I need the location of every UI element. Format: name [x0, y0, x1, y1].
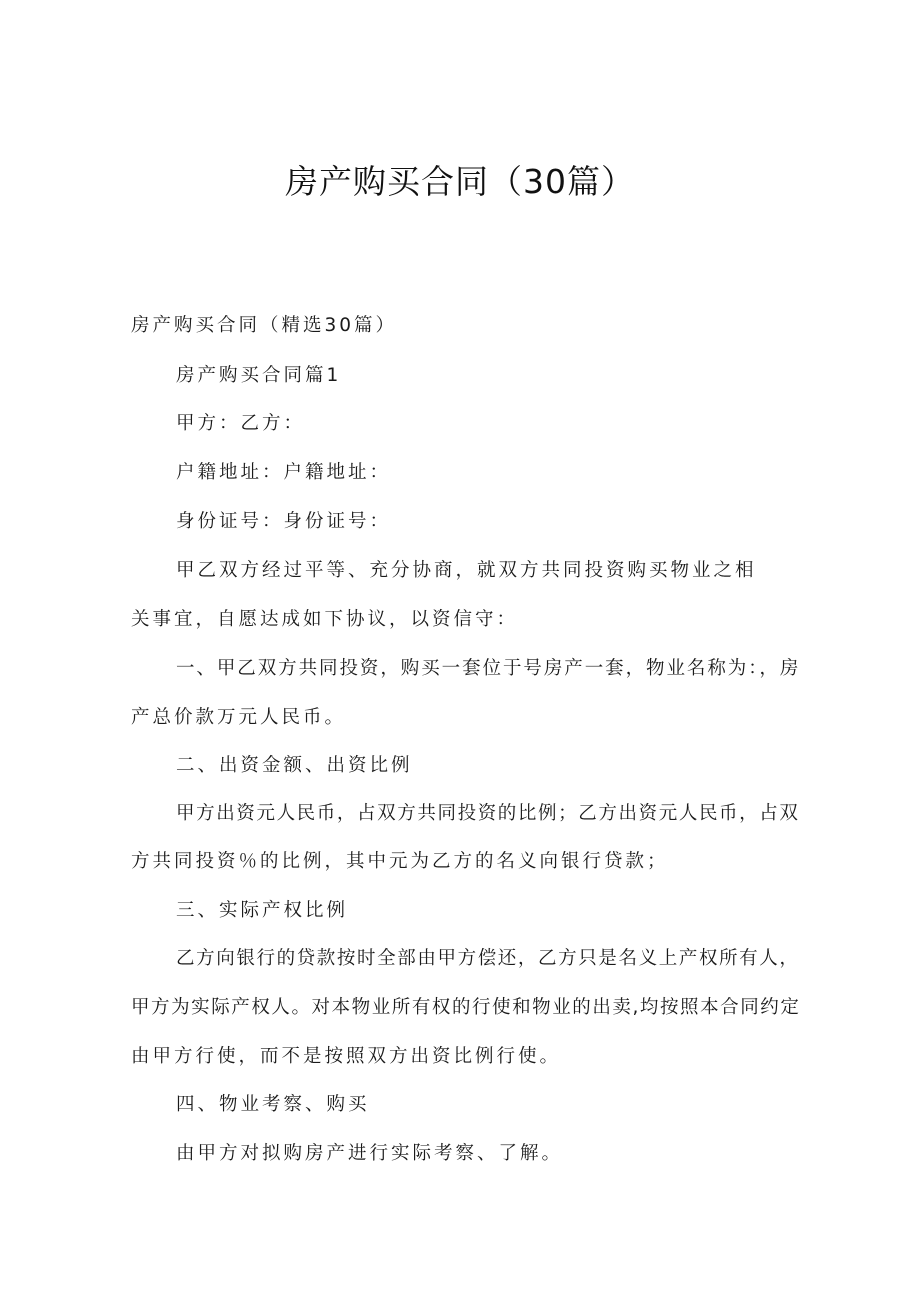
section-heading: 二、出资金额、出资比例 — [176, 755, 413, 776]
paragraph-line: 乙方向银行的贷款按时全部由甲方偿还，乙方只是名义上产权所有人， — [176, 948, 800, 969]
document-subtitle: 房产购买合同（精选30篇） — [131, 315, 398, 336]
paragraph-line: 方共同投资％的比例，其中元为乙方的名义向银行贷款； — [131, 851, 669, 872]
paragraph-line: 关事宜，自愿达成如下协议，以资信守： — [131, 609, 519, 630]
paragraph-line: 由甲方行使，而不是按照双方出资比例行使。 — [131, 1046, 562, 1067]
document-title: 房产购买合同（30篇） — [285, 162, 635, 201]
paragraph-line: 一、甲乙双方共同投资，购买一套位于号房产一套，物业名称为：，房 — [176, 658, 801, 679]
address-line: 户籍地址：户籍地址： — [176, 462, 392, 483]
section-heading: 三、实际产权比例 — [176, 900, 349, 921]
id-number-line: 身份证号：身份证号： — [176, 511, 392, 532]
parties-line: 甲方：乙方： — [176, 413, 306, 434]
paragraph-line: 由甲方对拟购房产进行实际考察、了解。 — [176, 1143, 564, 1164]
paragraph-line: 甲乙双方经过平等、充分协商，就双方共同投资购买物业之相 — [176, 560, 757, 581]
contract-heading: 房产购买合同篇1 — [176, 365, 342, 386]
section-heading: 四、物业考察、购买 — [176, 1094, 370, 1115]
paragraph-line: 甲方为实际产权人。对本物业所有权的行使和物业的出卖,均按照本合同约定 — [131, 997, 801, 1018]
paragraph-line: 甲方出资元人民币，占双方共同投资的比例；乙方出资元人民币，占双 — [176, 803, 800, 824]
paragraph-line: 产总价款万元人民币。 — [131, 707, 347, 728]
